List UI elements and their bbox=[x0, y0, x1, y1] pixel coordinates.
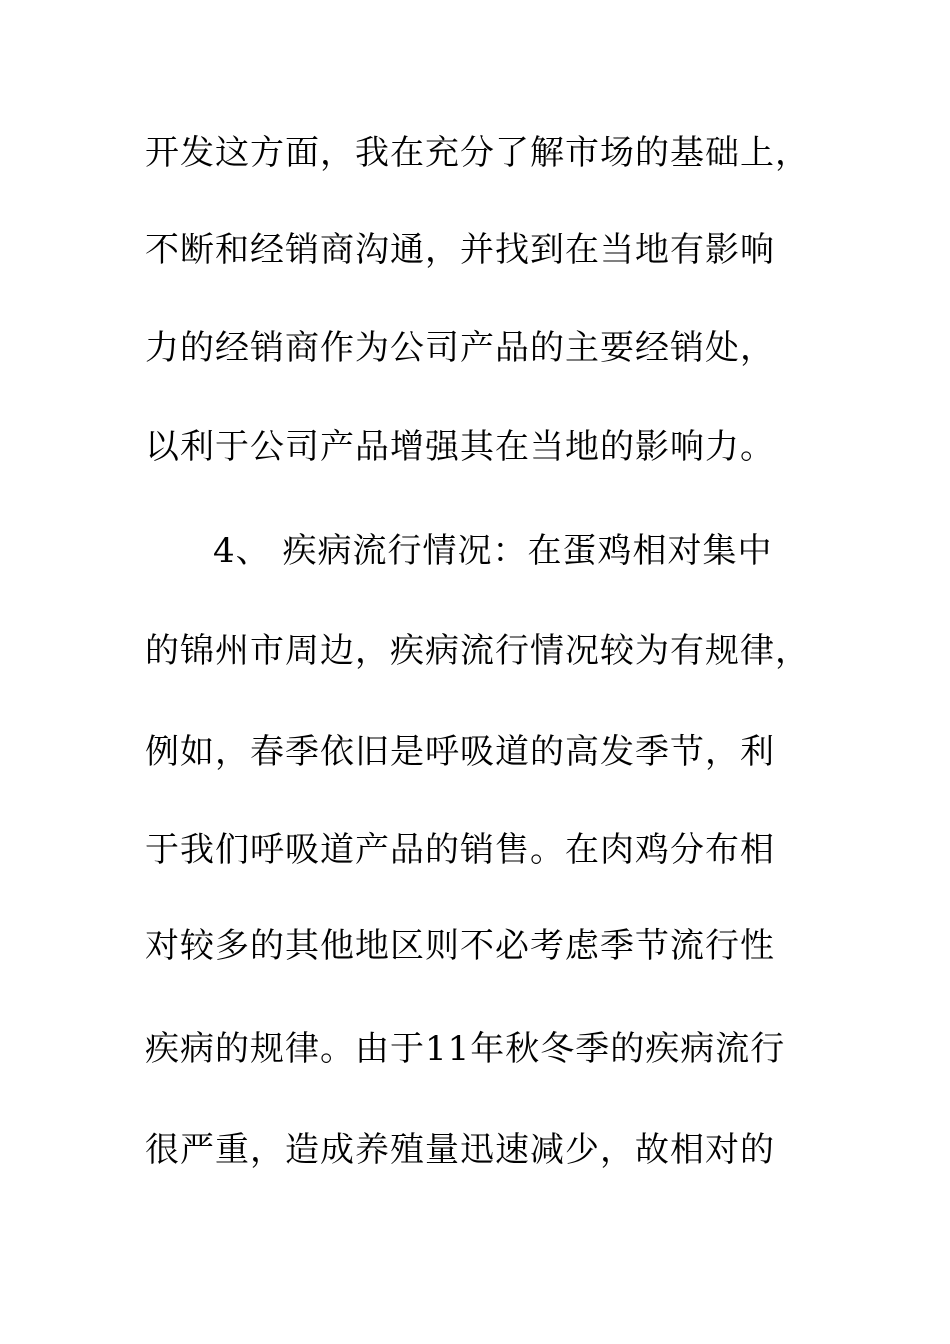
text-line-3: 力的经销商作为公司产品的主要经销处， bbox=[145, 328, 775, 368]
text-line-10: 疾病的规律。由于11年秋冬季的疾病流行 bbox=[145, 1029, 786, 1069]
text-line-8: 于我们呼吸道产品的销售。在肉鸡分布相 bbox=[145, 830, 775, 870]
text-line-1: 开发这方面，我在充分了解市场的基础上， bbox=[145, 133, 810, 173]
text-line-11: 很严重，造成养殖量迅速减少，故相对的 bbox=[145, 1130, 775, 1170]
text-line-7: 例如，春季依旧是呼吸道的高发季节，利 bbox=[145, 732, 775, 772]
text-line-6: 的锦州市周边，疾病流行情况较为有规律， bbox=[145, 631, 810, 671]
text-line-2: 不断和经销商沟通，并找到在当地有影响 bbox=[145, 230, 775, 270]
text-line-9: 对较多的其他地区则不必考虑季节流行性 bbox=[145, 926, 775, 966]
text-line-4: 以利于公司产品增强其在当地的影响力。 bbox=[145, 427, 775, 467]
text-line-5: 4、 疾病流行情况：在蛋鸡相对集中 bbox=[213, 531, 773, 571]
